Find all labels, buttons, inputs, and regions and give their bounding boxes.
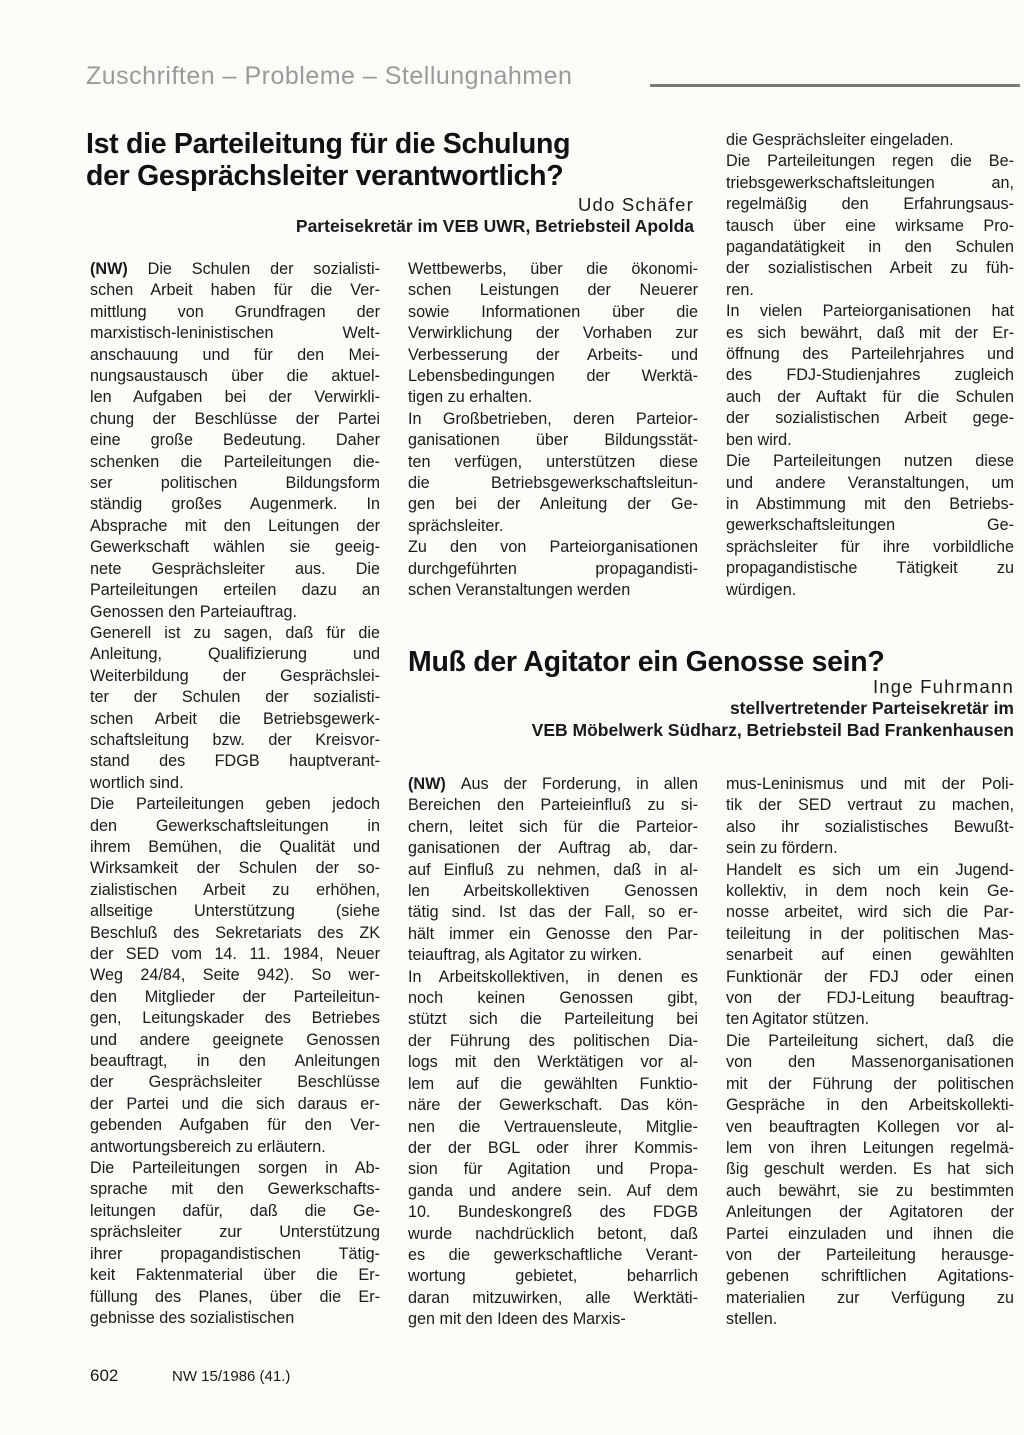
text-line: gen bei der Anleitung der Ge- xyxy=(408,495,698,514)
article2-column-2 xyxy=(726,774,1014,1331)
text-line: ben wird. xyxy=(726,430,792,449)
text-line: ten verfügen, unterstützen diese xyxy=(408,452,698,471)
text-line: lem auf die gewählten Funktio- xyxy=(408,1074,698,1093)
text-line: Partei einzuladen und ihnen die xyxy=(726,1224,1014,1243)
text-line: stützt sich die Parteileitung bei xyxy=(408,1010,698,1029)
text-line: ganisationen über Bildungsstät- xyxy=(408,431,698,450)
text-line: Die Parteileitung sichert, daß die xyxy=(726,1031,1014,1050)
text-line: kollektiv, in dem noch kein Ge- xyxy=(726,882,1014,901)
text-line: Parteileitungen erteilen dazu an xyxy=(90,581,380,600)
article1-column-3 xyxy=(726,130,1014,601)
text-line: Die Parteileitungen nutzen diese xyxy=(726,452,1014,471)
text-line: durchgeführten propagandisti- xyxy=(408,559,698,578)
text-line: sprache mit den Gewerkschafts- xyxy=(90,1180,380,1199)
text-line: der sozialistischen Arbeit zu füh- xyxy=(726,259,1014,278)
article1-role: Parteisekretär im VEB UWR, Betriebsteil Apolda xyxy=(295,216,694,236)
article1-author: Udo Schäfer xyxy=(577,194,694,215)
text-line: auf Einfluß zu nehmen, daß in al- xyxy=(408,860,698,879)
text-line: ständig großes Augenmerk. In xyxy=(90,495,380,514)
text-line: anschauung und für den Mei- xyxy=(90,345,380,364)
article2-author: Inge Fuhrmann xyxy=(872,676,1014,697)
article1-title xyxy=(86,128,706,192)
text-line: mittlung von Grundfragen der xyxy=(90,302,380,321)
text-line: Weiterbildung der Gesprächslei- xyxy=(90,666,380,685)
text-line: sowie Informationen über die xyxy=(408,302,698,321)
text-line: sprächsleiter. xyxy=(408,516,504,535)
text-line: ren. xyxy=(726,280,754,299)
article2-role xyxy=(420,698,1014,741)
text-line: schen Veranstaltungen werden xyxy=(408,581,631,600)
text-line: den Mitglieder der Parteileitun- xyxy=(90,987,380,1006)
text-line: antwortungsbereich zu erläutern. xyxy=(90,1137,326,1156)
text-line: der Partei und die sich daraus er- xyxy=(90,1094,380,1113)
article2-role-line: VEB Möbelwerk Südharz, Betriebsteil Bad Frankenhausen xyxy=(531,719,1014,740)
text-line: der sozialistischen Arbeit gege- xyxy=(726,409,1014,428)
page-number: 602 xyxy=(90,1366,119,1385)
text-line: leitungen dafür, daß die Ge- xyxy=(90,1201,380,1220)
text-line: schen Arbeit haben für die Ver- xyxy=(90,281,380,300)
text-line: chern, leitet sich für die Parteior- xyxy=(408,817,698,836)
text-line: Handelt es sich um ein Jugend- xyxy=(726,860,1014,879)
text-line: Anleitungen der Agitatoren der xyxy=(726,1203,1014,1222)
text-line: des FDJ-Studienjahres zugleich xyxy=(726,366,1014,385)
text-line: ganda und andere sein. Auf dem xyxy=(408,1181,698,1200)
article2-title xyxy=(408,646,1008,678)
text-line: senarbeit auf einen gewählten xyxy=(726,946,1014,965)
text-line: Die Parteileitungen regen die Be- xyxy=(726,152,1014,171)
text-line: ven beauftragten Kollegen vor al- xyxy=(726,1117,1014,1136)
text-line: eine große Bedeutung. Daher xyxy=(90,431,380,450)
text-line: Die Parteileitungen geben jedoch xyxy=(90,795,380,814)
text-line: näre der Gewerkschaft. Das kön- xyxy=(408,1096,698,1115)
article1-title-line: Ist die Parteileitung für die Schulung xyxy=(86,128,571,160)
article2-column-1 xyxy=(408,774,698,1331)
text-line: gen, Leitungskader des Betriebes xyxy=(90,1009,380,1028)
text-line: Gespräche in den Arbeitskollekti- xyxy=(726,1096,1014,1115)
text-line: sion für Agitation und Propa- xyxy=(408,1160,698,1179)
text-line: Beschluß des Sekretariats des ZK xyxy=(90,923,380,942)
text-line: Verwirklichung der Vorhaben zur xyxy=(408,324,698,343)
text-line: pagandatätigkeit in den Schulen xyxy=(726,238,1014,257)
text-line: Die Parteileitungen sorgen in Ab- xyxy=(90,1159,380,1178)
text-line: noch keinen Genossen gibt, xyxy=(408,989,698,1008)
text-line: der SED vom 14. 11. 1984, Neuer xyxy=(90,945,380,963)
text-line: füllung des Planes, über die Er- xyxy=(90,1287,380,1306)
text-line: schen Arbeit die Betriebsgewerk- xyxy=(90,709,380,728)
text-line: gebnisse des sozialistischen xyxy=(90,1308,295,1327)
text-line: In Arbeitskollektiven, in denen es xyxy=(408,967,698,986)
text-line: nosse arbeitet, wird sich die Par- xyxy=(726,903,1014,922)
text-line: In Großbetrieben, deren Parteior- xyxy=(408,409,698,428)
text-line: wortlich sind. xyxy=(90,773,184,792)
text-line: gebenen schriftlichen Agitations- xyxy=(726,1267,1014,1286)
text-line: von den Massenorganisationen xyxy=(726,1053,1014,1072)
text-line: auch bewährt, sie zu bestimmten xyxy=(726,1181,1014,1200)
text-line: Genossen den Parteiauftrag. xyxy=(90,602,297,621)
text-line: daran mitzuwirken, alle Werktäti- xyxy=(408,1288,698,1307)
text-line: Funktionär der FDJ oder einen xyxy=(726,967,1014,986)
text-line: Wettbewerbs, über die ökonomi- xyxy=(408,260,698,278)
text-line: es sich bewährt, daß mit der Er- xyxy=(726,323,1014,342)
article2-title-text: Muß der Agitator ein Genosse sein? xyxy=(408,646,885,678)
text-line: tätig sind. Ist das der Fall, so er- xyxy=(408,903,698,922)
text-line: gen mit den Ideen des Marxis- xyxy=(408,1310,626,1329)
text-line: mit der Führung der politischen xyxy=(726,1074,1014,1093)
text-line: lem von ihren Leitungen regelmä- xyxy=(726,1138,1014,1157)
text-line: den Gewerkschaftsleitungen in xyxy=(90,816,380,835)
text-line: gewerkschaftsleitungen Ge- xyxy=(726,516,1014,535)
text-line: nete Gesprächsleiter aus. Die xyxy=(90,559,380,578)
text-line: die Betriebsgewerkschaftsleitun- xyxy=(408,474,698,493)
text-line: materialien zur Verfügung zu xyxy=(726,1288,1014,1307)
text-line: von der FDJ-Leitung beauftrag- xyxy=(726,989,1014,1008)
text-line: die Gesprächsleiter eingeladen. xyxy=(726,131,954,149)
text-line: und andere Veranstaltungen, um xyxy=(726,473,1014,492)
nw-tag: (NW) xyxy=(408,775,461,793)
text-line: (NW) Die Schulen der sozialisti- xyxy=(90,260,380,278)
text-line: sprächsleiter zur Unterstützung xyxy=(90,1223,380,1242)
text-line: Generell ist zu sagen, daß für die xyxy=(90,623,380,642)
text-line: ihrem Bemühen, die Qualität und xyxy=(90,837,380,856)
text-line: Absprache mit den Leitungen der xyxy=(90,516,380,535)
text-line: gebenden Aufgaben für den Ver- xyxy=(90,1116,380,1135)
text-line: teileitung in der politischen Mas- xyxy=(726,924,1014,943)
text-line: nungsaustausch über die aktuel- xyxy=(90,367,380,386)
text-line: tigen zu erhalten. xyxy=(408,388,533,407)
text-line: auch der Auftakt für die Schulen xyxy=(726,387,1014,406)
text-line: Weg 24/84, Seite 942). So wer- xyxy=(90,966,380,985)
text-line: und andere geeignete Genossen xyxy=(90,1030,380,1049)
text-line: allseitige Unterstützung (siehe xyxy=(90,902,380,921)
text-line: Gewerkschaft wählen sie geeig- xyxy=(90,538,380,557)
text-line: stellen. xyxy=(726,1310,778,1329)
text-line: würdigen. xyxy=(726,580,797,599)
text-line: marxistisch-leninistischen Welt- xyxy=(90,324,380,343)
article2-role-line: stellvertretender Parteisekretär im xyxy=(729,698,1014,718)
text-line: tik der SED vertraut zu machen, xyxy=(726,796,1014,815)
text-line: ihrer propagandistischen Tätig- xyxy=(90,1244,380,1263)
text-line: triebsgewerkschaftsleitungen an, xyxy=(726,173,1014,192)
text-line: len Arbeitskollektiven Genossen xyxy=(408,882,698,901)
text-line: schenken die Parteileitungen die- xyxy=(90,452,380,471)
text-line: sein zu fördern. xyxy=(726,839,838,858)
text-line: nen die Vertrauensleute, Mitglie- xyxy=(408,1117,698,1136)
text-line: ter der Schulen der sozialisti- xyxy=(90,688,380,707)
text-line: sprächsleiter für ihre vorbildliche xyxy=(726,537,1014,556)
text-line: stand des FDGB hauptverant- xyxy=(90,752,380,771)
text-line: es die gewerkschaftliche Verant- xyxy=(408,1245,698,1264)
section-rule xyxy=(650,84,1020,87)
text-line: regelmäßig den Erfahrungsaus- xyxy=(726,195,1014,214)
section-heading: Zuschriften – Probleme – Stellungnahmen xyxy=(86,62,573,90)
text-line: wortung gebietet, beharrlich xyxy=(408,1267,698,1286)
text-line: tausch über eine wirksame Pro- xyxy=(726,216,1014,235)
article1-title-line: der Gesprächsleiter verantwortlich? xyxy=(86,160,564,192)
text-line: keit Faktenmaterial über die Er- xyxy=(90,1266,380,1285)
text-line: len Aufgaben bei der Verwirkli- xyxy=(90,388,380,407)
text-line: teiauftrag, als Agitator zu wirken. xyxy=(408,946,642,965)
text-line: ganisationen der Auftrag ab, dar- xyxy=(408,839,698,858)
text-line: Verbesserung der Arbeits- und xyxy=(408,345,698,364)
text-line: öffnung des Parteilehrjahres und xyxy=(726,345,1014,364)
text-line: der der BGL oder ihrer Kommis- xyxy=(408,1138,698,1157)
text-line: 10. Bundeskongreß des FDGB xyxy=(408,1203,698,1222)
text-line: beauftragt, in den Anleitungen xyxy=(90,1052,380,1071)
text-line: wurde nachdrücklich betont, daß xyxy=(408,1224,698,1243)
text-line: In vielen Parteiorganisationen hat xyxy=(726,302,1014,321)
text-line: hält immer ein Genosse den Par- xyxy=(408,924,698,943)
text-line: zialistischen Arbeit zu erhöhen, xyxy=(90,880,380,899)
text-line: ten Agitator stützen. xyxy=(726,1010,870,1029)
text-line: von der Parteileitung herausge- xyxy=(726,1245,1014,1264)
article1-column-1 xyxy=(90,259,380,1329)
text-line: mus-Leninismus und mit der Poli- xyxy=(726,775,1014,793)
text-line: der Gesprächsleiter Beschlüsse xyxy=(90,1073,380,1092)
text-line: Bereichen den Parteieinfluß zu si- xyxy=(408,796,698,815)
text-line: Zu den von Parteiorganisationen xyxy=(408,538,698,557)
text-line: (NW) Aus der Forderung, in allen xyxy=(408,775,698,793)
text-line: propagandistische Tätigkeit zu xyxy=(726,559,1014,578)
text-line: Anleitung, Qualifizierung und xyxy=(90,645,380,664)
text-line: chung der Beschlüsse der Partei xyxy=(90,409,380,428)
text-line: schen Leistungen der Neuerer xyxy=(408,281,698,300)
text-line: schaftsleitung bzw. der Kreisvor- xyxy=(90,730,380,749)
text-line: logs mit den Werktätigen vor al- xyxy=(408,1053,698,1072)
text-line: der Führung des politischen Dia- xyxy=(408,1031,698,1050)
text-line: ßig geschult werden. Es hat sich xyxy=(726,1160,1014,1179)
text-line: also ihr sozialistisches Bewußt- xyxy=(726,817,1014,836)
text-line: Wirksamkeit der Schulen der so- xyxy=(90,859,380,878)
text-line: Lebensbedingungen der Werktä- xyxy=(408,367,698,386)
issue-label: NW 15/1986 (41.) xyxy=(172,1368,291,1385)
article1-column-2 xyxy=(408,259,698,602)
text-line: ser politischen Bildungsform xyxy=(90,474,380,493)
nw-tag: (NW) xyxy=(90,260,148,278)
text-line: in Abstimmung mit den Betriebs- xyxy=(726,494,1014,513)
